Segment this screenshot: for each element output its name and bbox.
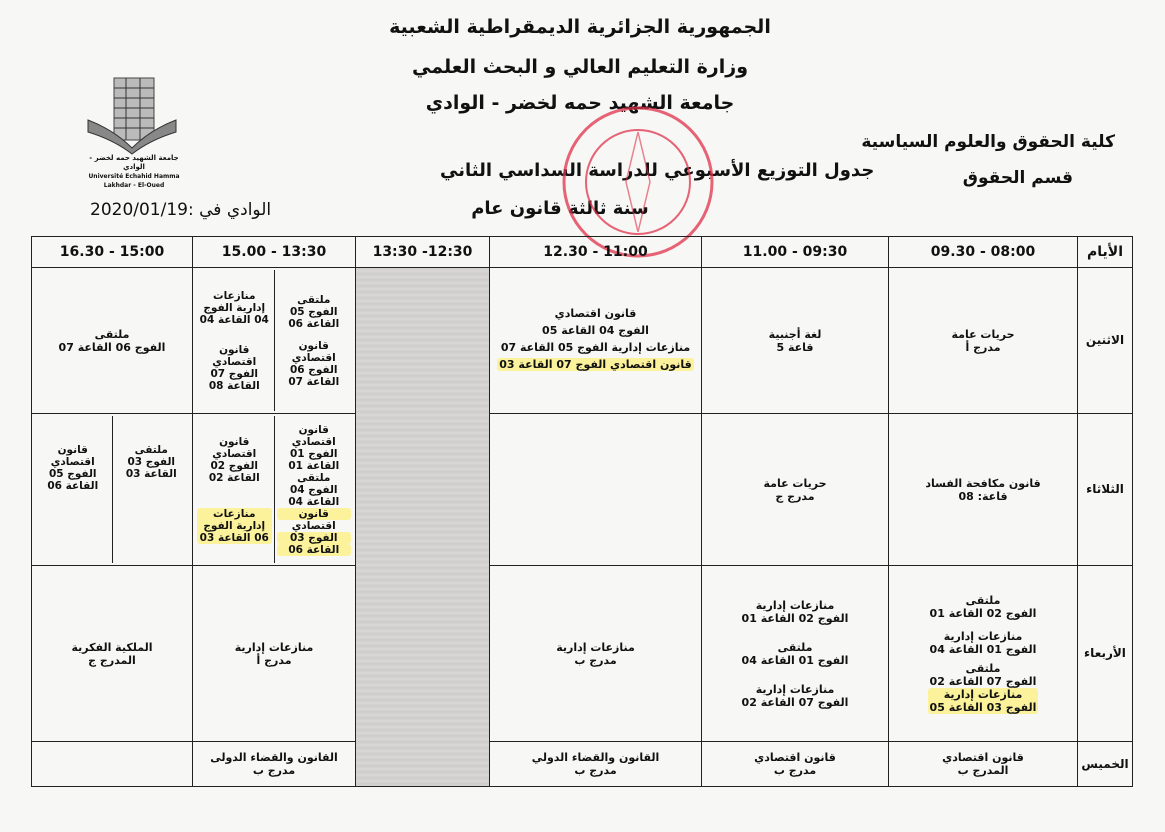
schedule-title: جدول التوزيع الأسبوعي للدراسة السداسي الثاني [440, 160, 875, 181]
highlighted-entry: قانون [277, 508, 352, 520]
header-slot-5: 13:30 - 15.00 [193, 237, 356, 268]
highlighted-entry: الفوج 03 [277, 532, 352, 544]
faculty-name: كلية الحقوق والعلوم السياسية [861, 132, 1115, 152]
day-tuesday: الثلاثاء [1078, 414, 1133, 566]
cell-tue-s3 [490, 414, 702, 566]
cell-wed-s6: الملكية الفكرية المدرج ج [32, 566, 193, 742]
highlighted-entry: منازعات إدارية الفوج 06 القاعة 03 [197, 508, 272, 544]
cell-thu-s5: القانون والقضاء الدولى مدرج ب [193, 742, 356, 787]
cell-mon-s1: حريات عامة مدرج أ [889, 268, 1078, 414]
cell-wed-s2: منازعات إدارية الفوج 02 القاعة 01 ملتقى الفوج 01 القاعة 04 منازعات إدارية الفوج 07 القاعة 02 [702, 566, 889, 742]
cell-tue-s5b: قانون اقتصادي الفوج 02 القاعة 02 منازعات إدارية الفوج 06 القاعة 03 [195, 416, 274, 563]
day-thursday: الخميس [1078, 742, 1133, 787]
cell-tue-s6 [32, 414, 193, 566]
header-line-ministry: وزارة التعليم العالي و البحث العلمي [412, 56, 748, 78]
row-thursday [32, 742, 1133, 787]
cell-tue-s2: حريات عامة مدرج ج [702, 414, 889, 566]
cell-wed-s1: ملتقى الفوج 02 القاعة 01 منازعات إدارية الفوج 01 القاعة 04 ملتقى الفوج 07 القاعة 02 منازعات إدارية الفوج 03 القاعة 05 [889, 566, 1078, 742]
weekly-schedule-table [31, 236, 1133, 787]
highlighted-entry: قانون اقتصادي الفوج 07 القاعة 03 [499, 357, 692, 371]
header-slot-1: 08:00 - 09.30 [889, 237, 1078, 268]
cell-mon-s5b: منازعات إدارية الفوج 04 القاعة 04 قانون اقتصادي الفوج 07 القاعة 08 [199, 289, 269, 392]
cell-mon-s5 [193, 268, 356, 414]
highlighted-entry: القاعة 06 [277, 544, 352, 556]
schedule-year: سنة ثالثة قانون عام [471, 198, 649, 219]
header-slot-6: 15:00 - 16.30 [32, 237, 193, 268]
logo-caption: جامعة الشهيد حمه لخضر - الوادي Université Echahid Hamma Lakhdar - El-Oued [88, 154, 180, 189]
cell-wed-s3: منازعات إدارية مدرج ب [490, 566, 702, 742]
cell-thu-s3: القانون والقضاء الدولي مدرج ب [490, 742, 702, 787]
row-monday [32, 268, 1133, 414]
header-line-university: جامعة الشهيد حمه لخضر - الوادي [425, 92, 735, 114]
cell-tue-s5 [193, 414, 356, 566]
header-slot-2: 09:30 - 11.00 [702, 237, 889, 268]
cell-tue-s6b: قانون اقتصادي الفوج 05 القاعة 06 [47, 444, 99, 492]
cell-tue-s1: قانون مكافحة الفساد قاعة: 08 [889, 414, 1078, 566]
lunch-break-cell [356, 268, 490, 787]
day-monday: الاثنين [1078, 268, 1133, 414]
cell-tue-s6a: ملتقى الفوج 03 القاعة 03 [112, 416, 190, 563]
cell-mon-s3: قانون اقتصادي الفوج 04 القاعة 05 منازعات إدارية الفوج 05 القاعة 07 قانون اقتصادي الفوج 07 القاعة 03 [490, 268, 702, 414]
row-wednesday [32, 566, 1133, 742]
day-wednesday: الأربعاء [1078, 566, 1133, 742]
cell-thu-s1: قانون اقتصادي المدرج ب [889, 742, 1078, 787]
cell-wed-s5: منازعات إدارية مدرج أ [193, 566, 356, 742]
table-header-row [32, 237, 1133, 268]
header-break: 12:30- 13:30 [356, 237, 490, 268]
header-line-republic: الجمهورية الجزائرية الديمقراطية الشعبية [389, 16, 771, 38]
highlighted-entry: منازعات إدارية الفوج 03 القاعة 05 [929, 687, 1037, 714]
header-slot-3: 11:00 - 12.30 [490, 237, 702, 268]
cell-mon-s2: لغة أجنبية قاعة 5 [702, 268, 889, 414]
cell-tue-s5a: قانون اقتصادي الفوج 01 القاعة 01 ملتقى الفوج 04 القاعة 04 قانون اقتصادي الفوج 03 القاعة 06 [274, 416, 353, 563]
department-name: قسم الحقوق [962, 168, 1073, 188]
cell-thu-s6 [32, 742, 193, 787]
cell-thu-s2: قانون اقتصادي مدرج ب [702, 742, 889, 787]
cell-mon-s6: ملتقى الفوج 06 القاعة 07 [32, 268, 193, 414]
header-days: الأيام [1078, 237, 1133, 268]
cell-mon-s5a: ملتقى الفوج 05 القاعة 06 قانون اقتصادي الفوج 06 القاعة 07 [274, 270, 353, 411]
document-date: الوادي في :2020/01/19 [90, 200, 272, 220]
row-tuesday [32, 414, 1133, 566]
